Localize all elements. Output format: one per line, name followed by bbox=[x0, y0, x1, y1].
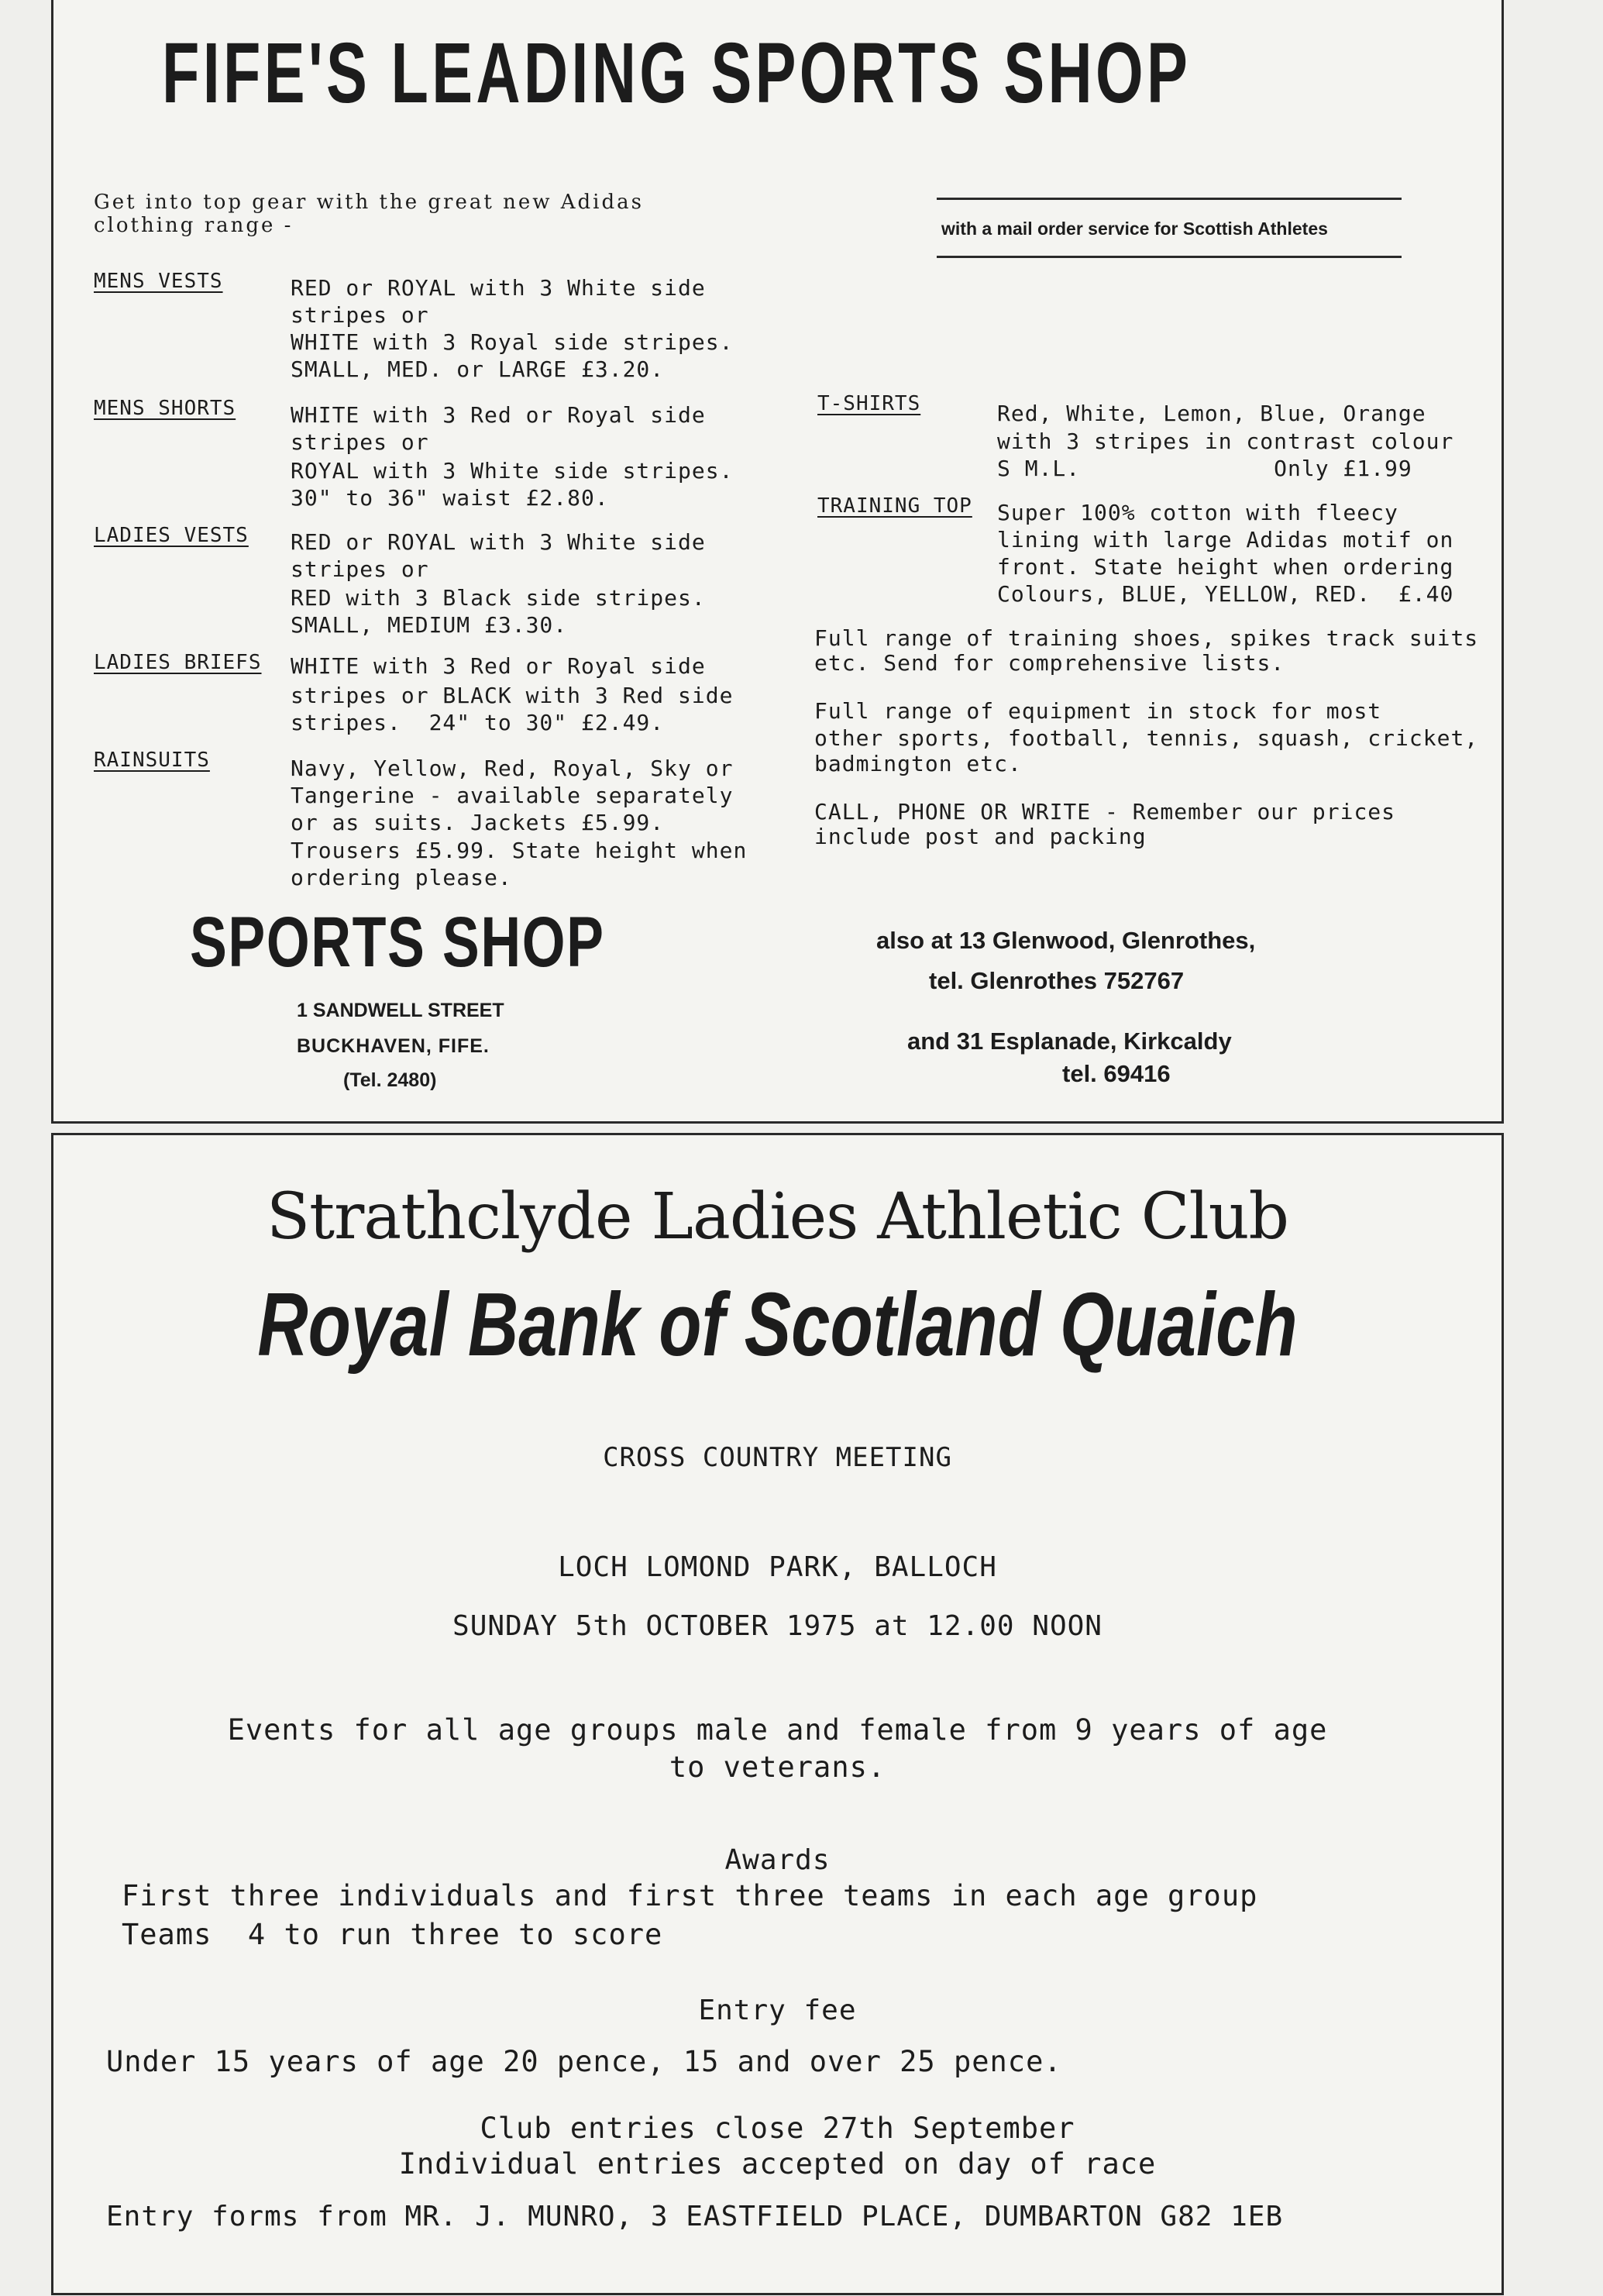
item-text-line: ordering please. bbox=[291, 865, 512, 890]
entry-fee-text: Under 15 years of age 20 pence, 15 and over 25 pence. bbox=[106, 2045, 1062, 2078]
item-text-line: stripes or bbox=[291, 556, 429, 582]
headline: FIFE'S LEADING SPORTS SHOP bbox=[162, 26, 1192, 121]
equipment-line-1: Full range of equipment in stock for most bbox=[814, 698, 1382, 724]
item-text-line: Tangerine - available separately bbox=[291, 783, 734, 808]
sports-shop-advert bbox=[51, 0, 1504, 1124]
item-text-line: front. State height when ordering bbox=[997, 554, 1454, 580]
individual-entries: Individual entries accepted on day of race bbox=[398, 2147, 1157, 2181]
item-text-line: RED or ROYAL with 3 White side bbox=[291, 529, 706, 555]
item-label-mens-shorts: MENS SHORTS bbox=[94, 397, 236, 420]
intro-line-2: clothing range - bbox=[94, 214, 294, 237]
item-text-line: Trousers £5.99. State height when bbox=[291, 838, 748, 863]
address-tel: (Tel. 2480) bbox=[343, 1069, 437, 1091]
item-text-line: Navy, Yellow, Red, Royal, Sky or bbox=[291, 756, 734, 781]
intro-line-1: Get into top gear with the great new Adidas bbox=[94, 191, 644, 214]
item-text-line: stripes or bbox=[291, 302, 429, 328]
item-text-line: SMALL, MED. or LARGE £3.20. bbox=[291, 356, 665, 382]
item-text-line: Colours, BLUE, YELLOW, RED. £.40 bbox=[997, 581, 1454, 607]
entry-fee-heading: Entry fee bbox=[698, 1995, 857, 2026]
date-time: SUNDAY 5th OCTOBER 1975 at 12.00 NOON bbox=[452, 1610, 1102, 1642]
training-shoes-line-1: Full range of training shoes, spikes track suits bbox=[814, 625, 1479, 651]
mail-order-top-rule bbox=[937, 198, 1402, 200]
branch-kirkcaldy: and 31 Esplanade, Kirkcaldy bbox=[907, 1028, 1232, 1055]
item-text-line: 30" to 36" waist £2.80. bbox=[291, 485, 609, 511]
item-label-rainsuits: RAINSUITS bbox=[94, 749, 210, 772]
item-label-t-shirts: T-SHIRTS bbox=[817, 392, 921, 415]
item-text-line: or as suits. Jackets £5.99. bbox=[291, 810, 665, 835]
item-text-line: stripes or bbox=[291, 429, 429, 455]
item-label-ladies-briefs: LADIES BRIEFS bbox=[94, 651, 262, 674]
club-meeting-advert bbox=[51, 1133, 1504, 2295]
awards-line-1: First three individuals and first three teams in each age group bbox=[122, 1879, 1258, 1912]
item-text-line: S M.L. Only £1.99 bbox=[997, 456, 1412, 481]
events-line-2: to veterans. bbox=[669, 1750, 886, 1784]
venue: LOCH LOMOND PARK, BALLOCH bbox=[558, 1551, 997, 1583]
item-label-training-top: TRAINING TOP bbox=[817, 494, 972, 518]
mail-order-bottom-rule bbox=[937, 256, 1402, 258]
branch-kirkcaldy-tel: tel. 69416 bbox=[1062, 1060, 1171, 1087]
item-text-line: WHITE with 3 Red or Royal side bbox=[291, 653, 706, 679]
item-text-line: RED or ROYAL with 3 White side bbox=[291, 275, 706, 301]
event-title: Royal Bank of Scotland Quaich bbox=[257, 1274, 1298, 1375]
item-text-line: WHITE with 3 Royal side stripes. bbox=[291, 329, 734, 355]
address-town: BUCKHAVEN, FIFE. bbox=[297, 1035, 490, 1057]
item-label-ladies-vests: LADIES VESTS bbox=[94, 524, 249, 547]
branch-glenrothes-tel: tel. Glenrothes 752767 bbox=[929, 967, 1185, 994]
item-text-line: SMALL, MEDIUM £3.30. bbox=[291, 612, 568, 638]
mail-order-line: with a mail order service for Scottish Athletes bbox=[941, 219, 1328, 239]
item-text-line: Red, White, Lemon, Blue, Orange bbox=[997, 401, 1426, 426]
branch-glenrothes: also at 13 Glenwood, Glenrothes, bbox=[876, 927, 1256, 954]
item-label-mens-vests: MENS VESTS bbox=[94, 270, 223, 293]
club-entries-close: Club entries close 27th September bbox=[480, 2112, 1075, 2145]
club-name: Strathclyde Ladies Athletic Club bbox=[267, 1180, 1288, 1254]
item-text-line: stripes. 24" to 30" £2.49. bbox=[291, 710, 665, 735]
item-text-line: with 3 stripes in contrast colour bbox=[997, 429, 1454, 454]
equipment-line-2: other sports, football, tennis, squash, cricket, bbox=[814, 725, 1479, 751]
call-line-1: CALL, PHONE OR WRITE - Remember our prices bbox=[814, 799, 1396, 824]
entry-forms-address: Entry forms from MR. J. MUNRO, 3 EASTFIELD PLACE, DUMBARTON G82 1EB bbox=[106, 2201, 1284, 2232]
awards-heading: Awards bbox=[724, 1844, 831, 1876]
events-line-1: Events for all age groups male and female from 9 years of age bbox=[227, 1713, 1328, 1747]
address-street: 1 SANDWELL STREET bbox=[297, 1000, 504, 1021]
meeting-type: CROSS COUNTRY MEETING bbox=[603, 1442, 952, 1473]
item-text-line: RED with 3 Black side stripes. bbox=[291, 585, 706, 611]
training-shoes-line-2: etc. Send for comprehensive lists. bbox=[814, 650, 1285, 676]
item-text-line: Super 100% cotton with fleecy bbox=[997, 500, 1398, 525]
equipment-line-3: badmington etc. bbox=[814, 751, 1022, 776]
item-text-line: stripes or BLACK with 3 Red side bbox=[291, 683, 734, 708]
shop-name: SPORTS SHOP bbox=[190, 903, 605, 982]
awards-line-2: Teams 4 to run three to score bbox=[122, 1918, 663, 1951]
item-text-line: WHITE with 3 Red or Royal side bbox=[291, 402, 706, 428]
call-line-2: include post and packing bbox=[814, 824, 1147, 849]
item-text-line: lining with large Adidas motif on bbox=[997, 527, 1454, 552]
item-text-line: ROYAL with 3 White side stripes. bbox=[291, 458, 734, 484]
